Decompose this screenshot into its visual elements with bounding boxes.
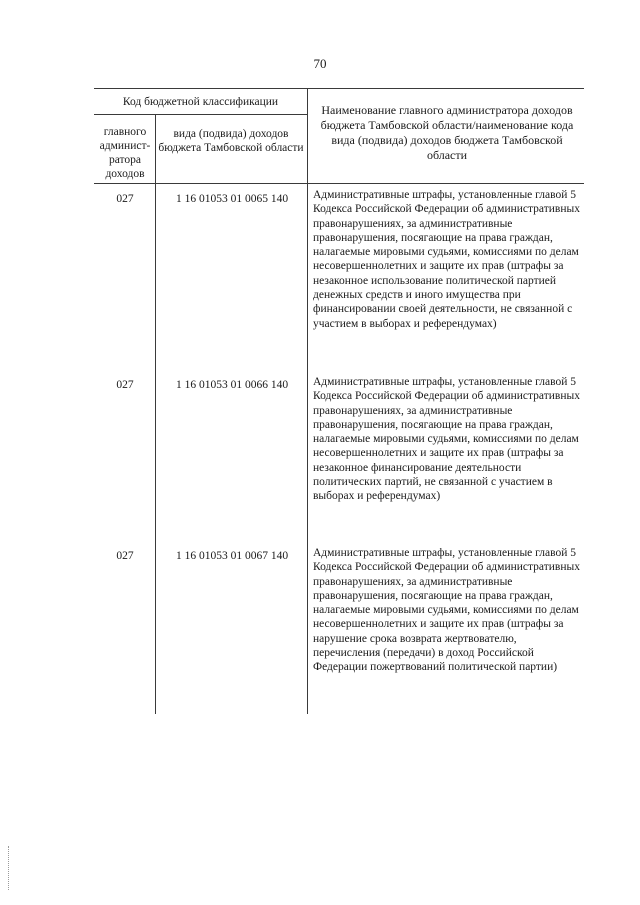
row-1-description: Административные штрафы, установленные главой 5 Кодекса Российской Федерации об административных правонарушениях, за административные правонарушения, посягающие на права граждан, налагаемые мировыми судьями, комиссиями по делам несовершеннолетних и защите их прав (штрафы за незаконное использование политической партией денежных средств и иного имущества при финансировании своей деятельности, не связанной с участием в выборах и референдумах) <box>313 189 580 330</box>
page-number: 70 <box>313 56 327 71</box>
col-divider-2 <box>307 88 308 714</box>
row-3-admin-code: 027 <box>116 550 134 562</box>
row-2-admin-code: 027 <box>116 379 134 391</box>
col-divider-1 <box>155 114 156 714</box>
row-2-income-code: 1 16 01053 01 0066 140 <box>175 379 289 391</box>
header-admin-label: главного админист-ратора доходов <box>99 126 151 180</box>
header-bottom-rule <box>94 183 584 184</box>
row-3-income-code: 1 16 01053 01 0067 140 <box>175 550 289 562</box>
row-2-description: Административные штрафы, установленные главой 5 Кодекса Российской Федерации об административных правонарушениях, за административные правонарушения, посягающие на права граждан, налагаемые мировыми судьями, комиссиями по делам несовершеннолетних и защите их прав (штрафы за незаконное финансирование деятельности политических партий, не связанной с участием в выборах и референдумах) <box>313 376 580 503</box>
row-3-description: Административные штрафы, установленные главой 5 Кодекса Российской Федерации об административных правонарушениях, за административные правонарушения, посягающие на права граждан, налагаемые мировыми судьями, комиссиями по делам несовершеннолетних и защите их прав (штрафы за нарушение срока возврата жертвователю, перечисления (передачи) в доход Российской Федерации пожертвований политической партии) <box>313 547 580 674</box>
row-1-admin-code: 027 <box>116 193 134 205</box>
table-top-rule <box>94 88 584 89</box>
scan-margin-mark <box>8 846 11 890</box>
header-group-label: Код бюджетной классификации <box>122 96 279 108</box>
header-name-label: Наименование главного администратора доходов бюджета Тамбовской области/наименование кода вида (подвида) доходов бюджета Тамбовской области <box>320 103 574 162</box>
header-group-rule <box>94 114 307 115</box>
header-income-label: вида (подвида) доходов бюджета Тамбовской области <box>158 128 304 154</box>
row-1-income-code: 1 16 01053 01 0065 140 <box>175 193 289 205</box>
